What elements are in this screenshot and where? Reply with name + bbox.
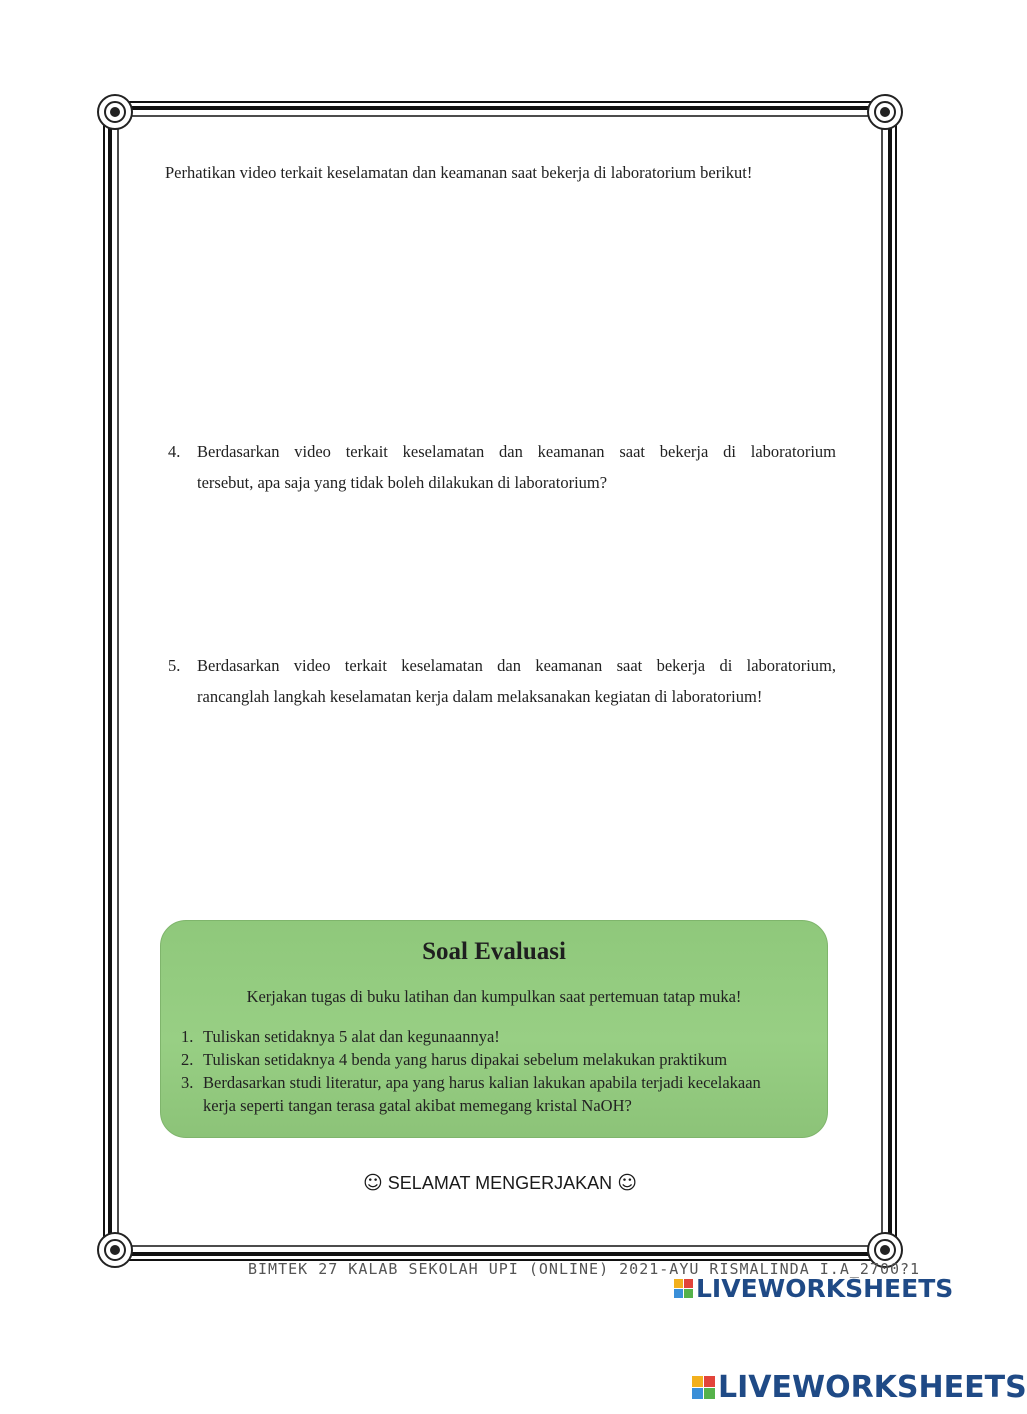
liveworksheets-icon: [674, 1279, 693, 1298]
evaluation-title: Soal Evaluasi: [422, 938, 566, 965]
evaluation-item-number: 1.: [181, 1027, 194, 1046]
evaluation-item: [181, 1027, 500, 1047]
liveworksheets-icon: [692, 1376, 715, 1399]
evaluation-item-text: Tuliskan setidaknya 4 benda yang harus dipakai sebelum melakukan praktikum: [203, 1050, 728, 1069]
intro-text: Perhatikan video terkait keselamatan dan keamanan saat bekerja di laboratorium berikut!: [165, 163, 753, 182]
question-number: 5.: [168, 656, 181, 675]
evaluation-item-text: Tuliskan setidaknya 5 alat dan kegunaannya!: [203, 1027, 500, 1046]
evaluation-item-text: Berdasarkan studi literatur, apa yang harus kalian lakukan apabila terjadi kecelakaan: [203, 1073, 761, 1092]
smiley-icon: ☺: [362, 1172, 383, 1194]
corner-ornament-icon: [98, 1233, 132, 1267]
question-text: Berdasarkan video terkait keselamatan dan keamanan saat bekerja di laboratorium,: [197, 656, 836, 675]
evaluation-item-continuation: kerja seperti tangan terasa gatal akibat memegang kristal NaOH?: [203, 1096, 632, 1115]
evaluation-item: [181, 1050, 727, 1070]
question-text: Berdasarkan video terkait keselamatan dan keamanan saat bekerja di laboratorium: [197, 442, 836, 461]
liveworksheets-logo: [692, 1370, 1027, 1405]
brand-name: LIVEWORKSHEETS: [718, 1370, 1027, 1405]
evaluation-item-number: 3.: [181, 1073, 194, 1092]
brand-name: LIVEWORKSHEETS: [696, 1274, 954, 1303]
closing-text: SELAMAT MENGERJAKAN: [387, 1173, 613, 1193]
question-number: 4.: [168, 442, 181, 461]
liveworksheets-logo: [674, 1274, 953, 1303]
evaluation-instruction: Kerjakan tugas di buku latihan dan kumpulkan saat pertemuan tatap muka!: [246, 987, 742, 1006]
footer-credit-text: BIMTEK 27 KALAB SEKOLAH UPI (ONLINE) 2021-AYU RISMALINDA I.A_2700?1: [248, 1260, 921, 1278]
closing-message: [0, 1172, 1000, 1194]
question-text: rancanglah langkah keselamatan kerja dalam melaksanakan kegiatan di laboratorium!: [197, 687, 763, 706]
smiley-icon: ☺: [617, 1172, 638, 1194]
question-text: tersebut, apa saja yang tidak boleh dilakukan di laboratorium?: [197, 473, 608, 492]
corner-ornament-icon: [98, 95, 132, 129]
evaluation-item-number: 2.: [181, 1050, 194, 1069]
evaluation-item: [181, 1073, 761, 1093]
corner-ornament-icon: [868, 95, 902, 129]
